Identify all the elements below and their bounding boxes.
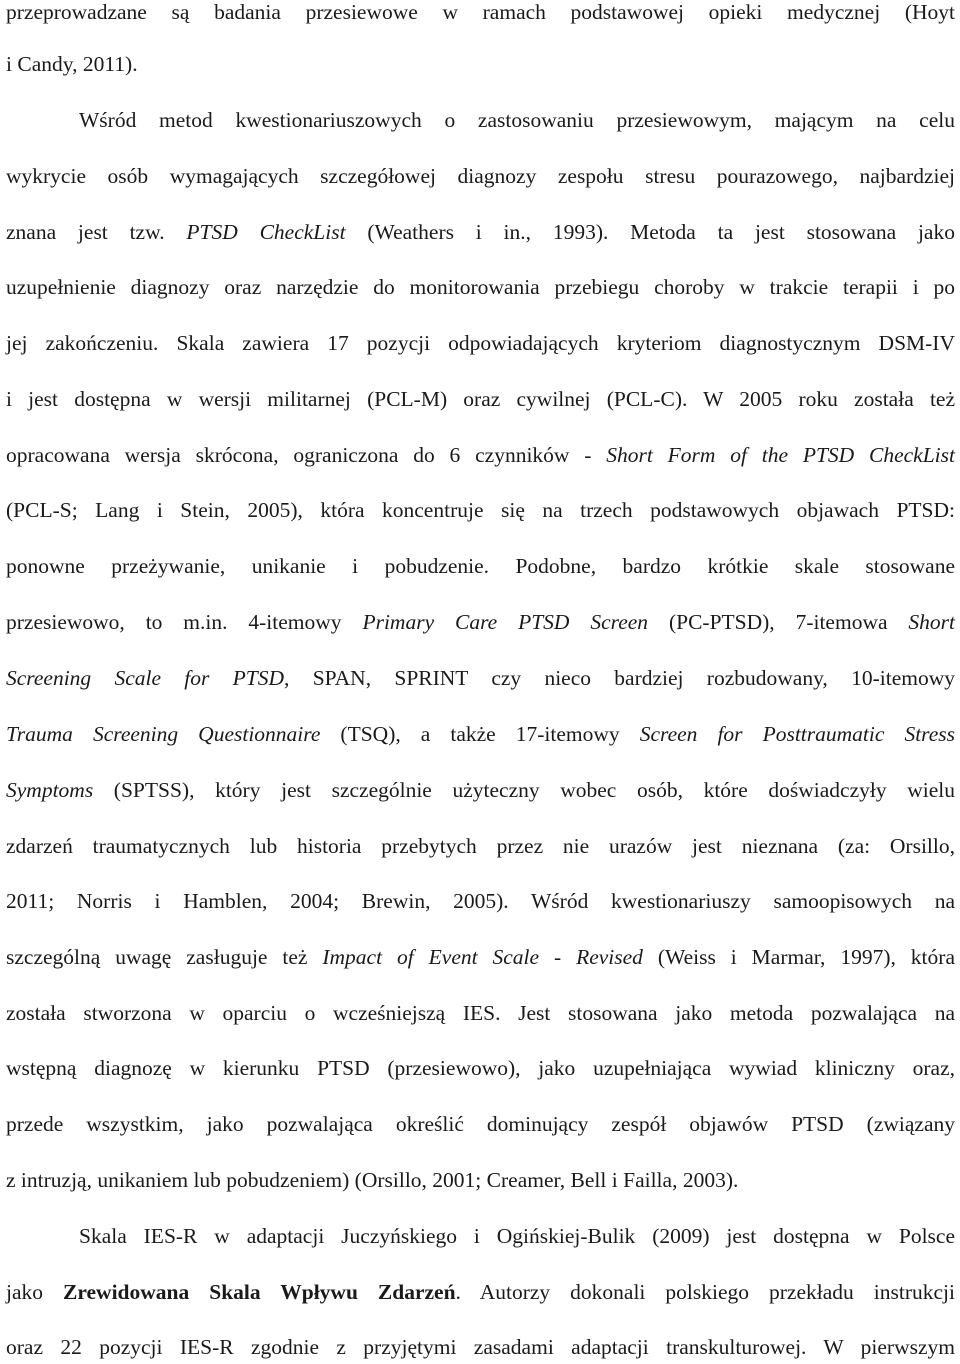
body-text: wykrycie osób wymagających szczegółowej diagnozy zespołu stresu pourazowego, najbardziej — [6, 164, 955, 188]
body-text: ponowne przeżywanie, unikanie i pobudzenie. Podobne, bardzo krótkie skale stosowane — [6, 554, 955, 578]
text-line — [6, 606, 955, 638]
text-line — [6, 885, 955, 917]
body-text: uzupełnienie diagnozy oraz narzędzie do monitorowania przebiegu choroby w trakcie terapii i po — [6, 275, 955, 299]
text-line — [79, 104, 955, 136]
bold-title-text: Zrewidowana Skala Wpływu Zdarzeń — [63, 1280, 456, 1304]
italic-title-text: Short Form of the PTSD CheckList — [606, 443, 955, 467]
body-text: zdarzeń traumatycznych lub historia przebytych przez nie urazów jest nieznana (za: Orsillo, — [6, 834, 955, 858]
text-line — [6, 1164, 955, 1196]
text-line — [6, 439, 955, 471]
italic-title-text: Trauma Screening Questionnaire — [6, 722, 321, 746]
body-text: (PCL-S; Lang i Stein, 2005), która koncentruje się na trzech podstawowych objawach PTSD: — [6, 498, 955, 522]
body-text: przede wszystkim, jako pozwalająca określić dominujący zespół objawów PTSD (związany — [6, 1112, 955, 1136]
text-line — [6, 662, 955, 694]
text-line — [6, 774, 955, 806]
text-line — [79, 1220, 955, 1252]
text-line — [6, 327, 955, 359]
body-text: Wśród metod kwestionariuszowych o zastosowaniu przesiewowym, mającym na celu — [79, 108, 955, 132]
body-text: . Autorzy dokonali polskiego przekładu instrukcji — [455, 1280, 955, 1304]
body-text: oraz 22 pozycji IES-R zgodnie z przyjętymi zasadami adaptacji transkulturowej. W pierwszym — [6, 1335, 955, 1359]
text-line — [6, 1108, 955, 1140]
body-text: z intruzją, unikaniem lub pobudzeniem) (Orsillo, 2001; Creamer, Bell i Failla, 2003). — [6, 1168, 739, 1192]
body-text: została stworzona w oparciu o wcześniejszą IES. Jest stosowana jako metoda pozwalająca na — [6, 1001, 955, 1025]
body-text: i jest dostępna w wersji militarnej (PCL-M) oraz cywilnej (PCL-C). W 2005 roku została też — [6, 387, 955, 411]
italic-title-text: Impact of Event Scale - Revised — [322, 945, 643, 969]
text-line — [6, 160, 955, 192]
body-text: (Weathers i in., 1993). Metoda ta jest stosowana jako — [345, 220, 955, 244]
text-line — [6, 0, 955, 28]
italic-title-text: Screen for Posttraumatic Stress — [639, 722, 956, 746]
text-line — [6, 1052, 955, 1084]
text-line — [6, 271, 955, 303]
body-text: przeprowadzane są badania przesiewowe w ramach podstawowej opieki medycznej (Hoyt — [6, 0, 955, 24]
body-text: znana jest tzw. — [6, 220, 187, 244]
body-text: opracowana wersja skrócona, ograniczona do 6 czynników - — [6, 443, 607, 467]
text-line — [6, 830, 955, 862]
body-text: (SPTSS), który jest szczególnie użyteczny wobec osób, które doświadczyły wielu — [93, 778, 955, 802]
text-line — [6, 1331, 955, 1363]
body-text: wstępną diagnozę w kierunku PTSD (przesiewowo), jako uzupełniająca wywiad kliniczny oraz, — [6, 1056, 955, 1080]
italic-title-text: Symptoms — [6, 778, 94, 802]
body-text: (TSQ), a także 17-itemowy — [320, 722, 640, 746]
text-line — [6, 550, 955, 582]
italic-title-text: Primary Care PTSD Screen — [362, 610, 649, 634]
text-line — [6, 216, 955, 248]
body-text: jej zakończeniu. Skala zawiera 17 pozycji odpowiadających kryteriom diagnostycznym DSM-IV — [6, 331, 955, 355]
body-text: 2011; Norris i Hamblen, 2004; Brewin, 2005). Wśród kwestionariuszy samoopisowych na — [6, 889, 955, 913]
body-text: i Candy, 2011). — [6, 52, 138, 76]
body-text: Skala IES-R w adaptacji Juczyńskiego i Ogińskiej-Bulik (2009) jest dostępna w Polsce — [79, 1224, 955, 1248]
body-text: przesiewowo, to m.in. 4-itemowy — [6, 610, 363, 634]
text-line — [6, 941, 955, 973]
text-line — [6, 1276, 955, 1308]
body-text: (Weiss i Marmar, 1997), która — [642, 945, 955, 969]
body-text: , SPAN, SPRINT czy nieco bardziej rozbudowany, 10-itemowy — [284, 666, 955, 690]
text-line — [6, 997, 955, 1029]
body-text: szczególną uwagę zasługuje też — [6, 945, 323, 969]
text-line — [6, 383, 955, 415]
text-line — [6, 48, 955, 80]
body-text: jako — [6, 1280, 64, 1304]
italic-title-text: PTSD CheckList — [186, 220, 346, 244]
text-line — [6, 718, 955, 750]
body-text: (PC-PTSD), 7-itemowa — [648, 610, 909, 634]
italic-title-text: Short — [908, 610, 955, 634]
text-line — [6, 494, 955, 526]
italic-title-text: Screening Scale for PTSD — [6, 666, 285, 690]
